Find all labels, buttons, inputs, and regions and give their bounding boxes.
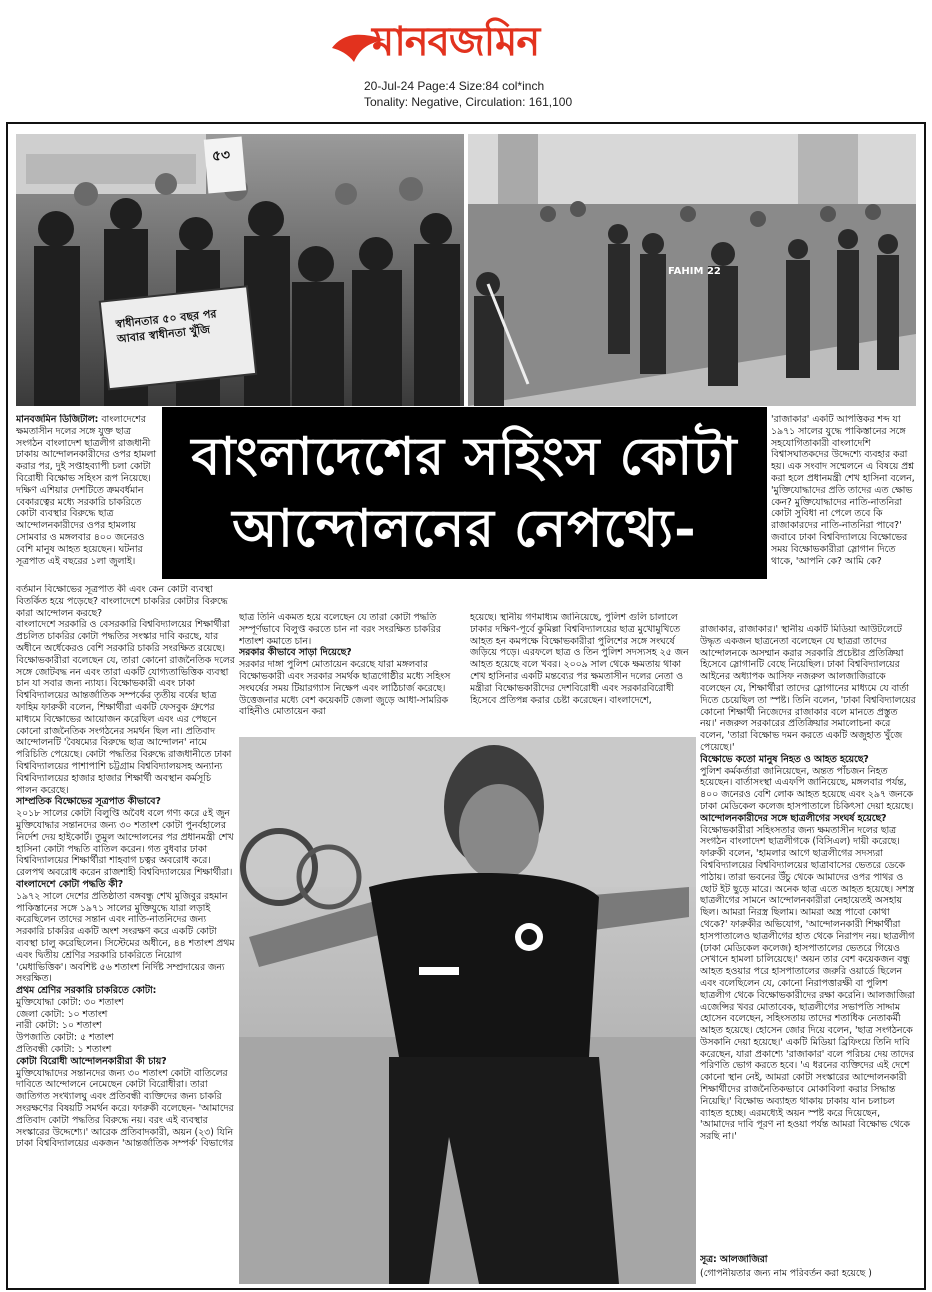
section-heading: সরকার কীভাবে সাড়া দিয়েছে? xyxy=(239,647,352,659)
body-paragraph: ১৯৭২ সালে দেশের প্রতিষ্ঠাতা বঙ্গবন্ধু শেখ মুজিবুর রহমান পাকিস্তানের সঙ্গে ১৯৭১ সালের মুক্তিযুদ্ধে যারা লড়াই করেছিলেন তাদের সন্তান এবং নাতি-নাতনিদের জন্য সরকারি চাকরির একটি অংশ সংরক্ষণ করে একটি কোটা ব্যবস্থা চালু করেছিলেন। সিস্টেমের অধীনে, ৪৪ শতাংশ প্রথম এবং দ্বিতীয় শ্রেণির সরকারি চাকরিতে নিয়োগ 'মেধাভিত্তিক'। অবশিষ্ট ৫৬ শতাংশ নির্দিষ্ট সম্প্রদায়ের জন্য সংরক্ষিত। xyxy=(16,890,235,985)
news-clipping xyxy=(6,122,926,1290)
name-change-note: (গোপনীয়তার জন্য নাম পরিবর্তন করা হয়েছে ) xyxy=(700,1268,872,1279)
article-source xyxy=(700,1254,916,1268)
body-paragraph: প্রতিবন্ধী কোটা: ১ শতাংশ xyxy=(16,1044,112,1056)
body-paragraph: বিক্ষোভকারীরা সহিংসতার জন্য ক্ষমতাসীন দলের ছাত্র সংগঠন বাংলাদেশ ছাত্রলীগকে (বিসিএল) দায়ী করেছে। ফারুকী বলেন, 'হামলার আগে ছাত্রলীগের সদস্যরা বিশ্ববিদ্যালয়ের বিশ্ববিদ্যালয়ের ছাত্রাবাসের ভেতরে ডেকে পাঠায়। তারা ভবনের উঁচু থেকে আমাদের ওপর পাথর ও ছোট ইট ছুড়ে মারে। অনেক ছাত্র এতে আহত হয়েছে। সশস্ত্র ছাত্রলীগের সামনে আন্দোলনকারীরা নেহায়েতই অসহায় ছিল। আমরা নিরস্ত্র ছিলাম। আমরা অস্ত্র পাবো কোথা থেকে?' ফারুকীর অভিযোগ, 'আন্দোলনকারী শিক্ষার্থীরা হাসপাতালেও ছাত্রলীগের হাত থেকে নিরাপদ নয়। ছাত্রলীগ (ঢাকা মেডিকেল কলেজ) হাসপাতালের ভেতরে গিয়েও সেখানে হামলা চালিয়েছে।' অয়ন তার বেশ কয়েকজন বন্ধু আহত হওয়ার পরে হাসপাতালের জরুরি ওয়ার্ডে ছিলেন এবং বলেছিলেন যে, কোনো নিরাপত্তারক্ষী বা পুলিশ ছাত্রলীগ থেকে বিক্ষোভকারীদের রক্ষা করেনি। আলজাজিরা এজেন্সির খবর মোতাবেক, ছাত্রলীগের সভাপতি সাদ্দাম হোসেন বলেছেন, সহিংসতায় তাদের শতাধিক নেতাকর্মী আহত হয়েছে। হোসেন জোর দিয়ে বলেন, 'ছাত্র সংগঠনকে উসকানি দেয়া হয়েছে।' একটি মিডিয়া ব্রিফিংয়ে তিনি দাবি করেছেন, যারা প্রকাশ্যে 'রাজাকার' বলে পরিচয় দেয় তাদের পরিণতি ভোগ করতে হবে। 'এ ধরনের ব্যক্তিদের এই দেশে কোনো স্থান নেই, আমরা কোটা সংস্কারের আন্দোলনকারী শিক্ষার্থীদের রাজনৈতিকভাবে মোকাবিলা করার সিদ্ধান্ত নিয়েছি।' বিক্ষোভ অব্যাহত থাকায় ঢাকায় যান চলাচল ব্যাহত হচ্ছে। এরমধ্যেই অয়ন স্পষ্ট করে দিয়েছেন, 'আমাদের দাবি পূরণ না হওয়া পর্যন্ত আমরা বিক্ষোভ থেকে সরছি না।' xyxy=(700,824,915,1143)
section-heading: প্রথম শ্রেণির সরকারি চাকরিতে কোটা: xyxy=(16,985,157,997)
body-paragraph: সরকার দাঙ্গা পুলিশ মোতায়েন করেছে যারা মঙ্গলবার বিক্ষোভকারী এবং সরকার সমর্থক ছাত্রগোষ্ঠীর মধ্যে সহিংস সংঘর্ষের সময় টিয়ারগ্যাস নিক্ষেপ এবং লাঠিচার্জ করেছে। উত্তেজনার মধ্যে বেশ কয়েকটি জেলা জুড়ে আধা-সামরিক বাহিনীও মোতায়েন করা xyxy=(239,659,451,718)
section-heading: বিক্ষোভে কতো মানুষ নিহত ও আহত হয়েছে? xyxy=(700,753,869,765)
protest-sign-small: ৫৩ xyxy=(211,147,231,165)
protest-photo-left xyxy=(16,134,464,406)
body-paragraph: পুলিশ কর্মকর্তারা জানিয়েছেন, অন্তত পাঁচজন নিহত হয়েছেন। বার্তাসংস্থা এএফপি জানিয়েছে, মঙ্গলবার পর্যন্ত, ৪০০ জনেরও বেশি লোক আহত হয়েছে এবং ২৯৭ জনকে ঢাকা মেডিকেল কলেজ হাসপাতালে চিকিৎসা দেয়া হয়েছে। xyxy=(700,765,914,812)
article-col-4-bottom xyxy=(700,624,916,1254)
body-paragraph: হয়েছে। স্থানীয় গণমাধ্যম জানিয়েছে, পুলিশ গুলি চালালে ঢাকার দক্ষিণ-পূর্বে কুমিল্লা বিশ্ববিদ্যালয়ের ছাত্র মুখোমুখিতে আহত হন কমপক্ষে বিক্ষোভকারীরা পুলিশের সঙ্গে সংঘর্ষে জড়িয়ে পড়ে। এরফলে ছাত্র ও তিন পুলিশ সদস্যসহ ২৫ জন আহত হয়েছে বলে খবর। ২০০৯ সাল থেকে ক্ষমতায় থাকা শেখ হাসিনার একটি মন্তব্যের পর ক্ষমতাসীন দলের নেতা ও মন্ত্রীরা বিক্ষোভকারীদের দেশবিরোধী এবং সরকারবিরোধী হিসেবে প্রতিপন্ন করার চেষ্টা করেছেন। বাংলাদেশে, xyxy=(470,612,689,706)
source-credit: সূত্র: আলজাজিরা xyxy=(700,1254,768,1265)
protest-sign-large: স্বাধীনতার ৫০ বছর পর আবার স্বাধীনতা খুঁজি xyxy=(114,307,218,346)
article-col-3 xyxy=(470,612,696,732)
intro-text: বাংলাদেশের ক্ষমতাসীন দলের সঙ্গে যুক্ত ছাত্র সংগঠন বাংলাদেশ ছাত্রলীগ রাজধানী ঢাকায় আন্দোলনকারীদের ওপর হামলা করার পর, দুই সপ্তাহব্যাপী চলা কোটা বিরোধী বিক্ষোভ সহিংস রূপ নিয়েছে। দক্ষিণ এশিয়ার দেশটিতে ক্রমবর্ধমান বেকারত্বের মধ্যে সরকারি চাকরিতে কোটা ব্যবস্থার বিরুদ্ধে ছাত্র আন্দোলনকারীদের ওপর হামলায় সোমবার ও মঙ্গলবার ৪০০ জনেরও বেশি মানুষ আহত হয়েছেন। ঘটনার সূত্রপাত এই বছরের ১লা জুলাই। xyxy=(16,414,157,567)
headline-line-1: বাংলাদেশের সহিংস কোটা xyxy=(191,426,738,487)
section-heading: কোটা বিরোধী আন্দোলনকারীরা কী চায়? xyxy=(16,1055,167,1067)
headline-line-2: আন্দোলনের নেপথ্যে- xyxy=(232,498,697,559)
jersey-text: FAHIM 22 xyxy=(668,266,721,277)
body-paragraph: নারী কোটা: ১০ শতাংশ xyxy=(16,1020,102,1032)
body-paragraph: ২০১৮ সালের কোটা বিলুপ্তি অবৈধ বলে গণ্য করে ৫ই জুন মুক্তিযোদ্ধার সন্তানদের জন্য ৩০ শতাংশ কোটা পুনর্বহালের নির্দেশ দেয় হাইকোর্ট। তুমুল আন্দোলনের পর প্রধানমন্ত্রী শেখ হাসিনা কোটা পদ্ধতি বাতিল করেন। গত বুধবার ঢাকা বিশ্ববিদ্যালয়ের শিক্ষার্থীরা শাহবাগ চত্বর অবরোধ করে। রেলপথ অবরোধ করেন রাজশাহী বিশ্ববিদ্যালয়ের শিক্ষার্থীরা। xyxy=(16,808,234,879)
headline-box xyxy=(162,407,767,579)
clip-meta-tonality: Tonality: Negative, Circulation: 161,100 xyxy=(364,95,573,109)
body-paragraph: মুক্তিযোদ্ধাদের সন্তানদের জন্য ৩০ শতাংশ কোটা বাতিলের দাবিতে আন্দোলনে নেমেছেন কোটা বিরোধীরা। তারা জাতিগত সংখ্যালঘু এবং প্রতিবন্ধী ব্যক্তিদের জন্য চাকরি সংরক্ষণের বিষয়টি সমর্থন করে। ফারুকী বলেছেন- 'আমাদের প্রতিবাদ কোটা পদ্ধতির বিরুদ্ধে নয়। বরং এই ব্যবস্থার সংস্কারের উদ্দেশ্যে।' আরেক প্রতিবাদকারী, অয়ন (২৩) যিনি ঢাকা বিশ্ববিদ্যালয়ের একজন 'আন্তর্জাতিক সম্পর্ক' বিভাগের xyxy=(16,1067,234,1150)
article-note xyxy=(700,1268,916,1282)
body-paragraph: রাজাকার, রাজাকার।' স্থানীয় একটি মিডিয়া আউটলেটে উদ্ধৃত একজন ছাত্রনেতা বলেছেন যে ছাত্ররা তাদের আন্দোলনকে অসম্মান করার সরকারি প্রচেষ্টার প্রতিক্রিয়া হিসেবে স্লোগানটি বেছে নিয়েছিল। ঢাকা বিশ্ববিদ্যালয়ের আইনের অধ্যাপক আসিফ নজরুল আলজাজিরাকে বলেছেন যে, শিক্ষার্থীরা তাদের স্লোগানের মাধ্যমে যে বার্তা দিতে চেয়েছিল তা স্পষ্ট। তিনি বলেন, 'ঢাকা বিশ্ববিদ্যালয়ের কোনো শিক্ষার্থী নিজেদের রাজাকার বলে মানতে প্রস্তুত নয়।' নজরুল সরকারের প্রতিক্রিয়ার সমালোচনা করে বলেন, 'তারা বিক্ষোভ দমন করতে একটি অজুহাত খুঁজে পেয়েছে।' xyxy=(700,624,916,753)
clipping-header xyxy=(0,0,932,118)
body-paragraph: জেলা কোটা: ১০ শতাংশ xyxy=(16,1008,108,1020)
body-paragraph: ছাত্র তিনি একমত হয়ে বলেছেন যে তারা কোটা পদ্ধতি সম্পূর্ণভাবে বিলুপ্ত করতে চান না বরং সংরক্ষিত চাকরির শতাংশ কমাতে চান। xyxy=(239,612,441,647)
article-col-1-bottom xyxy=(16,584,235,1282)
section-heading: সাম্প্রতিক বিক্ষোভের সূত্রপাত কীভাবে? xyxy=(16,796,161,808)
byline-lead: মানবজমিন ডিজিটাল: xyxy=(16,414,99,425)
body-paragraph: বর্তমান বিক্ষোভের সূত্রপাত কী এবং কেন কোটা ব্যবস্থা বিতর্কিত হয়ে পড়েছে? বাংলাদেশে চাকরির কোটার বিরুদ্ধে কারা আন্দোলন করছে? xyxy=(16,584,228,619)
razakar-text: 'রাজাকার' একটি আপত্তিকর শব্দ যা ১৯৭১ সালের যুদ্ধে পাকিস্তানের সঙ্গে সহযোগিতাকারী বাংলাদেশি বিশ্বাসঘাতকদের উদ্দেশ্যে ব্যবহার করা হয়। এক সংবাদ সম্মেলনে এ বিষয়ে প্রশ্ন করা হলে প্রধানমন্ত্রী শেখ হাসিনা বলেন, 'মুক্তিযোদ্ধাদের প্রতি তাদের এত ক্ষোভ কেন? মুক্তিযোদ্ধাদের নাতি-নাতনিরা কোটা সুবিধা না পেলে তবে কি রাজাকারদের নাতি-নাতনিরা পাবে?' জবাবে ঢাকা বিশ্ববিদ্যালয়ে বিক্ষোভের সময় বিক্ষোভকারীরা স্লোগান দিতে থাকে, 'আপনি কে? আমি কে? xyxy=(771,414,915,567)
body-paragraph: উপজাতি কোটা: ৫ শতাংশ xyxy=(16,1032,114,1044)
newspaper-logo: মানবজমিন xyxy=(372,18,540,65)
article-col-4-top xyxy=(771,414,916,624)
section-heading: বাংলাদেশে কোটা পদ্ধতি কী? xyxy=(16,878,124,890)
center-photo-man xyxy=(239,737,696,1284)
article-col-1-top xyxy=(16,414,158,582)
article-col-2 xyxy=(239,612,465,732)
clip-meta-date-size: 20-Jul-24 Page:4 Size:84 col*inch xyxy=(364,79,545,93)
clash-photo-right xyxy=(468,134,916,406)
section-heading: আন্দোলনকারীদের সঙ্গে ছাত্রলীগের সংঘর্ষ হয়েছে? xyxy=(700,812,887,824)
body-paragraph: বাংলাদেশে সরকারি ও বেসরকারি বিশ্ববিদ্যালয়ের শিক্ষার্থীরা প্রচলিত চাকরির কোটা পদ্ধতির সংস্কার দাবি করছে, যার অধীনে অর্ধেকেরও বেশি সরকারি চাকরি সংরক্ষিত রয়েছে। বিক্ষোভকারীরা বলেছেন যে, তারা কোনো রাজনৈতিক দলের সঙ্গে জোটবদ্ধ নন এবং তারা একটি যোগ্যতাভিত্তিক ব্যবস্থা চান যা সবার জন্য ন্যায্য। বিক্ষোভকারী এবং ঢাকা বিশ্ববিদ্যালয়ের আন্তর্জাতিক সম্পর্কের তৃতীয় বর্ষের ছাত্র ফাহিম ফারুকী বলেন, শিক্ষার্থীরা একটি ফেসবুক গ্রুপের মাধ্যমে বিক্ষোভের আয়োজন করেছিল এবং এর পেছনে কোনো রাজনৈতিক সংগঠনের সমর্থন ছিল না। প্রতিবাদ আন্দোলনটি 'বৈষম্যের বিরুদ্ধে ছাত্র আন্দোলন' নামে পরিচিতি পেয়েছে। কোটা পদ্ধতির বিরুদ্ধে রাজধানীতে ঢাকা বিশ্ববিদ্যালয়ের পাশাপাশি চট্টগ্রাম বিশ্ববিদ্যালয়সহ অন্যান্য বিশ্ববিদ্যালয়ের হাজার হাজার শিক্ষার্থী অবস্থান কর্মসূচি পালন করেছে। xyxy=(16,619,235,796)
body-paragraph: মুক্তিযোদ্ধা কোটা: ৩০ শতাংশ xyxy=(16,996,124,1008)
